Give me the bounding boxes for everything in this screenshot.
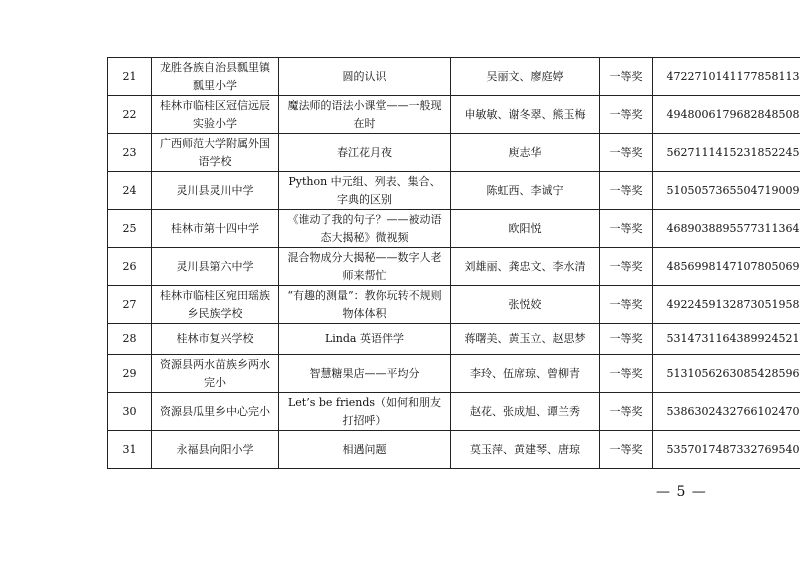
row-number: 27 — [108, 286, 152, 324]
work-title-cell: 相遇问题 — [279, 431, 451, 469]
work-title-cell: 混合物成分大揭秘——数字人老师来帮忙 — [279, 248, 451, 286]
award-cell: 一等奖 — [600, 96, 653, 134]
authors-cell: 赵花、张成旭、谭兰秀 — [451, 393, 600, 431]
authors-cell: 欧阳悦 — [451, 210, 600, 248]
certificate-code-cell: 5131056263085428596 — [653, 355, 800, 393]
award-cell: 一等奖 — [600, 324, 653, 355]
table-row — [108, 134, 800, 172]
awards-table — [107, 57, 800, 469]
school-cell: 资源县瓜里乡中心完小 — [152, 393, 279, 431]
school-cell: 广西师范大学附属外国语学校 — [152, 134, 279, 172]
work-title-cell: Python 中元组、列表、集合、字典的区别 — [279, 172, 451, 210]
certificate-code-cell: 5386302432766102470 — [653, 393, 800, 431]
work-title-cell: 智慧糖果店——平均分 — [279, 355, 451, 393]
table-row — [108, 172, 800, 210]
row-number: 26 — [108, 248, 152, 286]
award-cell: 一等奖 — [600, 58, 653, 96]
row-number: 31 — [108, 431, 152, 469]
row-number: 22 — [108, 96, 152, 134]
school-cell: 桂林市第十四中学 — [152, 210, 279, 248]
work-title-cell: Let’s be friends（如何和朋友打招呼） — [279, 393, 451, 431]
work-title-cell: “有趣的测量”：教你玩转不规则物体体积 — [279, 286, 451, 324]
school-cell: 桂林市临桂区宛田瑶族乡民族学校 — [152, 286, 279, 324]
authors-cell: 莫玉萍、黄建琴、唐琼 — [451, 431, 600, 469]
table-body — [108, 58, 800, 469]
award-cell: 一等奖 — [600, 172, 653, 210]
work-title-cell: 春江花月夜 — [279, 134, 451, 172]
row-number: 30 — [108, 393, 152, 431]
school-cell: 灵川县灵川中学 — [152, 172, 279, 210]
table-row — [108, 210, 800, 248]
award-cell: 一等奖 — [600, 248, 653, 286]
award-cell: 一等奖 — [600, 431, 653, 469]
certificate-code-cell: 4948006179682848508 — [653, 96, 800, 134]
table-row — [108, 431, 800, 469]
authors-cell: 申敏敏、谢冬翠、熊玉梅 — [451, 96, 600, 134]
award-cell: 一等奖 — [600, 210, 653, 248]
row-number: 23 — [108, 134, 152, 172]
certificate-code-cell: 4722710141177858113 — [653, 58, 800, 96]
row-number: 21 — [108, 58, 152, 96]
school-cell: 永福县向阳小学 — [152, 431, 279, 469]
school-cell: 桂林市复兴学校 — [152, 324, 279, 355]
award-cell: 一等奖 — [600, 393, 653, 431]
certificate-code-cell: 5357017487332769540 — [653, 431, 800, 469]
award-cell: 一等奖 — [600, 134, 653, 172]
row-number: 25 — [108, 210, 152, 248]
certificate-code-cell: 5627111415231852245 — [653, 134, 800, 172]
authors-cell: 张悦姣 — [451, 286, 600, 324]
table-row — [108, 96, 800, 134]
table-row — [108, 393, 800, 431]
authors-cell: 刘雄丽、龚忠文、李水清 — [451, 248, 600, 286]
work-title-cell: 圆的认识 — [279, 58, 451, 96]
table-row — [108, 286, 800, 324]
work-title-cell: 《谁动了我的句子？——被动语态大揭秘》微视频 — [279, 210, 451, 248]
table-row — [108, 355, 800, 393]
authors-cell: 蒋曙美、黄玉立、赵思梦 — [451, 324, 600, 355]
authors-cell: 陈虹西、李诚宁 — [451, 172, 600, 210]
school-cell: 桂林市临桂区冠信远辰实验小学 — [152, 96, 279, 134]
certificate-code-cell: 4856998147107805069 — [653, 248, 800, 286]
row-number: 28 — [108, 324, 152, 355]
row-number: 24 — [108, 172, 152, 210]
award-cell: 一等奖 — [600, 355, 653, 393]
page-number: — 5 — — [656, 484, 707, 500]
table-row — [108, 248, 800, 286]
certificate-code-cell: 4689038895577311364 — [653, 210, 800, 248]
school-cell: 龙胜各族自治县瓢里镇瓢里小学 — [152, 58, 279, 96]
table-row — [108, 324, 800, 355]
school-cell: 灵川县第六中学 — [152, 248, 279, 286]
authors-cell: 吴丽文、廖庭婷 — [451, 58, 600, 96]
award-cell: 一等奖 — [600, 286, 653, 324]
certificate-code-cell: 5105057365504719009 — [653, 172, 800, 210]
authors-cell: 李玲、伍席琼、曾柳青 — [451, 355, 600, 393]
certificate-code-cell: 5314731164389924521 — [653, 324, 800, 355]
work-title-cell: Linda 英语伴学 — [279, 324, 451, 355]
certificate-code-cell: 4922459132873051958 — [653, 286, 800, 324]
authors-cell: 庾志华 — [451, 134, 600, 172]
row-number: 29 — [108, 355, 152, 393]
table-row — [108, 58, 800, 96]
work-title-cell: 魔法师的语法小课堂——一般现在时 — [279, 96, 451, 134]
school-cell: 资源县两水苗族乡两水完小 — [152, 355, 279, 393]
